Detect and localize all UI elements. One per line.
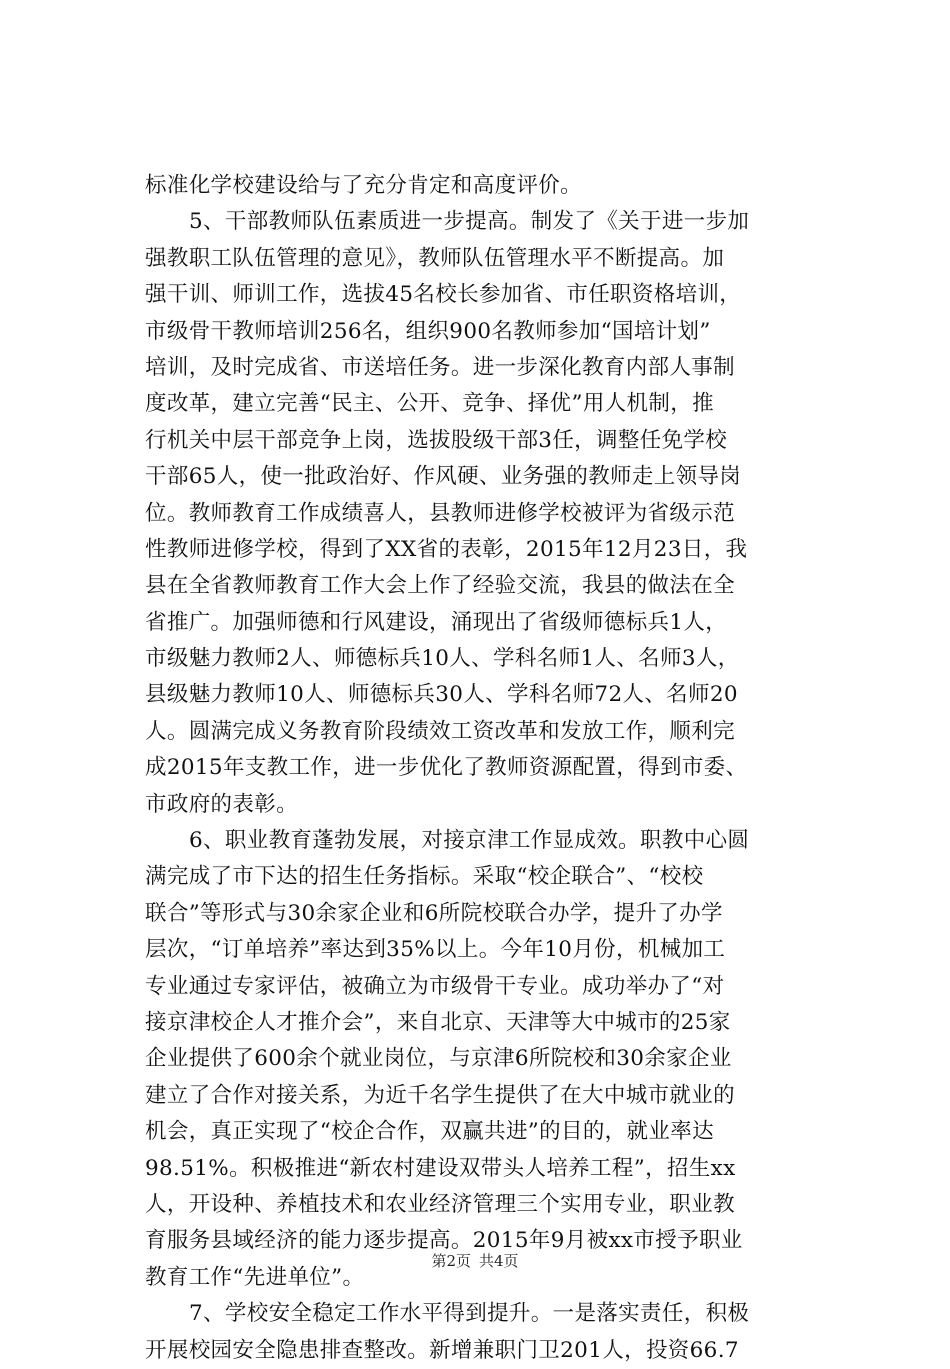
text-line: 市级魅力教师2人、师德标兵10人、学科名师1人、名师3人，: [145, 646, 740, 672]
text-line: 层次，“订单培养”率达到35%以上。今年10月份，机械加工: [145, 937, 726, 963]
text-line: 市级骨干教师培训256名，组织900名教师参加“国培计划”: [145, 318, 711, 344]
text-line: 接京津校企人才推介会”，来自北京、天津等大中城市的25家: [145, 1009, 731, 1035]
text-line: 行机关中层干部竞争上岗，选拔股级干部3任，调整任免学校: [145, 427, 728, 453]
text-line: 位。教师教育工作成绩喜人，县教师进修学校被评为省级示范: [145, 500, 735, 526]
text-line: 强教职工队伍管理的意见》，教师队伍管理水平不断提高。加: [145, 245, 725, 271]
text-line: 县级魅力教师10人、师德标兵30人、学科名师72人、名师20: [145, 682, 738, 708]
text-line: 标准化学校建设给与了充分肯定和高度评价。: [145, 173, 583, 198]
text-line: 建立了合作对接关系，为近千名学生提供了在大中城市就业的: [145, 1082, 735, 1108]
text-line: 企业提供了600余个就业岗位，与京津6所院校和30余家企业: [145, 1046, 732, 1072]
text-line: 开展校园安全隐患排查整改。新增兼职门卫201人，投资66.7: [145, 1337, 739, 1363]
text-line: 98.51%。积极推进“新农村建设双带头人培养工程”，招生xx: [145, 1155, 736, 1181]
page-footer: [0, 1250, 950, 1271]
text-line: 省推广。加强师德和行风建设，涌现出了省级师德标兵1人，: [145, 609, 728, 635]
text-line: 专业通过专家评估，被确立为市级骨干专业。成功举办了“对: [145, 973, 725, 999]
paragraph-6-heading-line: 6、职业教育蓬勃发展，对接京津工作显成效。职教中心圆: [189, 828, 750, 854]
text-line: 度改革，建立完善“民主、公开、竞争、择优”用人机制，推: [145, 391, 714, 417]
text-line: 市政府的表彰。: [145, 791, 298, 817]
text-line: 人。圆满完成义务教育阶段绩效工资改革和发放工作，顺利完: [145, 718, 735, 744]
page-total: 共4页: [479, 1252, 519, 1270]
text-line: 育服务县域经济的能力逐步提高。2015年9月被xx市授予职业: [145, 1228, 743, 1254]
text-line: 联合”等形式与30余家企业和6所院校联合办学，提升了办学: [145, 900, 723, 926]
text-line: 教育工作“先进单位”。: [145, 1264, 365, 1290]
text-line: 干部65人，使一批政治好、作风硬、业务强的教师走上领导岗: [145, 464, 742, 490]
paragraph-7-heading-line: 7、学校安全稳定工作水平得到提升。一是落实责任，积极: [189, 1301, 750, 1327]
text-line: 强干训、师训工作，选拔45名校长参加省、市任职资格培训，: [145, 282, 742, 308]
text-line: 性教师进修学校，得到了XX省的表彰，2015年12月23日，我: [145, 536, 748, 562]
text-line: 满完成了市下达的招生任务指标。采取“校企联合”、“校校: [145, 864, 704, 890]
paragraph-5-heading-line: 5、干部教师队伍素质进一步提高。制发了《关于进一步加: [189, 209, 750, 235]
text-line: 人，开设种、养植技术和农业经济管理三个实用专业，职业教: [145, 1191, 735, 1217]
text-line: 县在全省教师教育工作大会上作了经验交流，我县的做法在全: [145, 573, 735, 599]
page-number: 第2页: [431, 1252, 471, 1270]
text-line: 成2015年支教工作，进一步优化了教师资源配置，得到市委、: [145, 755, 748, 781]
text-line: 机会，真正实现了“校企合作，双赢共进”的目的，就业率达: [145, 1119, 714, 1145]
document-body: [145, 168, 805, 1369]
text-line: 培训，及时完成省、市送培任务。进一步深化教育内部人事制: [145, 354, 735, 380]
